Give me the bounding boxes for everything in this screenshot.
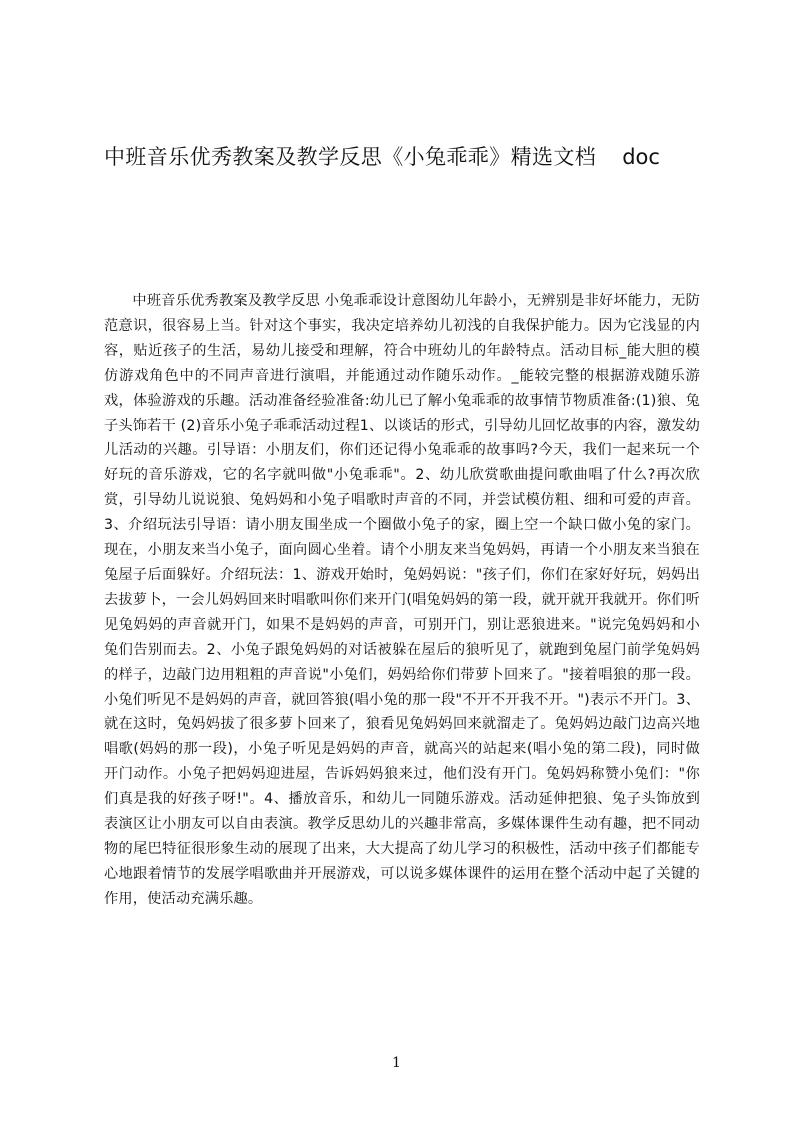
document-body-paragraph: 中班音乐优秀教案及教学反思 小兔乖乖设计意图幼儿年龄小，无辨别是非好坏能力，无防范意识，很容易上当。针对这个事实，我决定培养幼儿初浅的自我保护能力。因为它浅显的内容，贴近孩子的生活，易幼儿接受和理解，符合中班幼儿的年龄特点。活动目标_能大胆的模仿游戏角色中的不同声音进行演唱，并能通过动作随乐动作。_能较完整的根据游戏随乐游戏，体验游戏的乐趣。活动准备经验准备:幼儿已了解小兔乖乖的故事情节物质准备:(1)狼、兔子头饰若干 (2)音乐小兔子乖乖活动过程1、以谈话的形式，引导幼儿回忆故事的内容，激发幼儿活动的兴趣。引导语：小朋友们，你们还记得小兔乖乖的故事吗?今天，我们一起来玩一个好玩的音乐游戏，它的名字就叫做"小兔乖乖"。2、幼儿欣赏歌曲提问歌曲唱了什么?再次欣赏，引导幼儿说说狼、兔妈妈和小兔子唱歌时声音的不同，并尝试模仿粗、细和可爱的声音。3、介绍玩法引导语：请小朋友围坐成一个圈做小兔子的家，圈上空一个缺口做小兔的家门。现在，小朋友来当小兔子，面向圆心坐着。请个小朋友来当兔妈妈，再请一个小朋友来当狼在兔屋子后面躲好。介绍玩法：1、游戏开始时，兔妈妈说："孩子们，你们在家好好玩，妈妈出去拔萝卜，一会儿妈妈回来时唱歌叫你们来开门(唱兔妈妈的第一段，就开就开我就开。你们听见兔妈妈的声音就开门，如果不是妈妈的声音，可别开门，别让恶狼进来。"说完兔妈妈和小兔们告别而去。2、小兔子跟兔妈妈的对话被躲在屋后的狼听见了，就跑到兔屋门前学兔妈妈的样子，边敲门边用粗粗的声音说"小兔们，妈妈给你们带萝卜回来了。"接着唱狼的那一段。小兔们听见不是妈妈的声音，就回答狼(唱小兔的那一段"不开不开我不开。")表示不开门。3、就在这时，兔妈妈拔了很多萝卜回来了，狼看见兔妈妈回来就溜走了。兔妈妈边敲门边高兴地唱歌(妈妈的那一段)，小兔子听见是妈妈的声音，就高兴的站起来(唱小兔的第二段)，同时做开门动作。小兔子把妈妈迎进屋，告诉妈妈狼来过，他们没有开门。兔妈妈称赞小兔们："你们真是我的好孩子呀!"。4、播放音乐，和幼儿一同随乐游戏。活动延伸把狼、兔子头饰放到表演区让小朋友可以自由表演。教学反思幼儿的兴趣非常高，多媒体课件生动有趣，把不同动物的尾巴特征很形象生动的展现了出来，大大提高了幼儿学习的积极性，活动中孩子们都能专心地跟着情节的发展学唱歌曲并开展游戏，可以说多媒体课件的运用在整个活动中起了关键的作用，使活动充满乐趣。 bbox=[104, 293, 700, 907]
page-number: 1 bbox=[392, 1055, 401, 1071]
document-title bbox=[104, 142, 704, 172]
document-title-suffix: doc bbox=[622, 145, 660, 169]
document-title-text: 中班音乐优秀教案及教学反思《小兔乖乖》精选文档 bbox=[104, 145, 597, 169]
